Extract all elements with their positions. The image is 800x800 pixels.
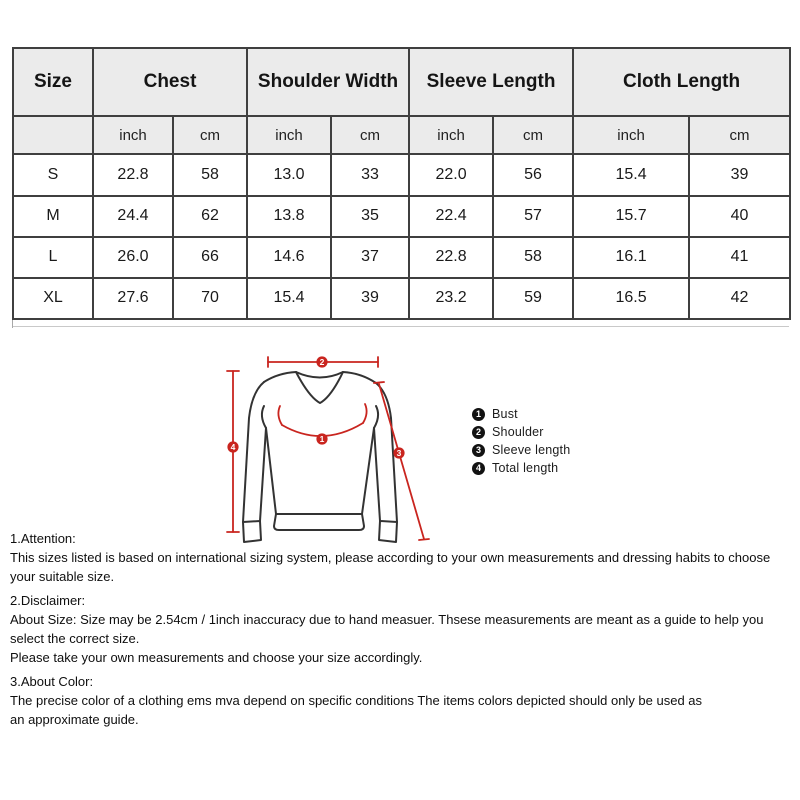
value-cell: 15.4: [247, 278, 331, 319]
size-cell: L: [13, 237, 93, 278]
size-cell: M: [13, 196, 93, 237]
value-cell: 41: [689, 237, 790, 278]
value-cell: 26.0: [93, 237, 173, 278]
unit-cell: inch: [573, 116, 689, 154]
legend-item-bust: [472, 408, 570, 421]
table-row-s: [13, 154, 790, 195]
table-row-l: [13, 237, 790, 278]
legend-item-total-length: [472, 462, 570, 475]
value-cell: 39: [331, 278, 409, 319]
value-cell: 42: [689, 278, 790, 319]
value-cell: 35: [331, 196, 409, 237]
value-cell: 22.0: [409, 154, 493, 195]
unit-cell: cm: [331, 116, 409, 154]
value-cell: 70: [173, 278, 247, 319]
value-cell: 16.5: [573, 278, 689, 319]
legend-bullet-2: 2: [472, 426, 485, 439]
legend-label-shoulder: Shoulder: [492, 425, 544, 440]
value-cell: 33: [331, 154, 409, 195]
value-cell: 57: [493, 196, 573, 237]
cropped-row-line: [12, 326, 789, 327]
unit-cell: inch: [93, 116, 173, 154]
about-color-text-line2: an approximate guide.: [10, 712, 139, 727]
unit-cell: cm: [173, 116, 247, 154]
unit-cell-empty: [13, 116, 93, 154]
value-cell: 39: [689, 154, 790, 195]
value-cell: 24.4: [93, 196, 173, 237]
col-header-cloth-length: Cloth Length: [573, 48, 790, 116]
value-cell: 56: [493, 154, 573, 195]
value-cell: 59: [493, 278, 573, 319]
size-cell: XL: [13, 278, 93, 319]
value-cell: 22.8: [409, 237, 493, 278]
about-color-heading: 3.About Color:: [10, 674, 94, 689]
measurement-markers: [227, 356, 404, 458]
value-cell: 22.4: [409, 196, 493, 237]
legend-label-bust: Bust: [492, 407, 518, 422]
legend-label-sleeve-length: Sleeve length: [492, 443, 571, 458]
sleeve-measure-line: [379, 384, 424, 539]
table-header-row: [13, 48, 790, 116]
disclaimer-heading: 2.Disclaimer:: [10, 593, 86, 608]
value-cell: 15.4: [573, 154, 689, 195]
value-cell: 37: [331, 237, 409, 278]
table-units-row: [13, 116, 790, 154]
table-row-m: [13, 196, 790, 237]
disclaimer-text-line2: Please take your own measurements and choose your size accordingly.: [10, 650, 423, 665]
value-cell: 14.6: [247, 237, 331, 278]
disclaimer-text-line1: About Size: Size may be 2.54cm / 1inch inaccuracy due to hand measuer. Thsese measurements are meant as a guide to help you select the correct size.: [10, 612, 764, 646]
legend-bullet-4: 4: [472, 462, 485, 475]
notes-section: [10, 529, 794, 729]
shoulder-marker-number: 2: [319, 357, 325, 367]
unit-cell: inch: [409, 116, 493, 154]
value-cell: 40: [689, 196, 790, 237]
legend-bullet-1: 1: [472, 408, 485, 421]
attention-text: This sizes listed is based on international sizing system, please according to your own measurements and dressing habits to choose your suitable size.: [10, 550, 771, 584]
unit-cell: cm: [493, 116, 573, 154]
legend-label-total-length: Total length: [492, 461, 559, 476]
size-cell: S: [13, 154, 93, 195]
value-cell: 27.6: [93, 278, 173, 319]
unit-cell: inch: [247, 116, 331, 154]
attention-heading: 1.Attention:: [10, 531, 76, 546]
legend-bullet-3: 3: [472, 444, 485, 457]
col-header-sleeve-length: Sleeve Length: [409, 48, 573, 116]
value-cell: 16.1: [573, 237, 689, 278]
value-cell: 13.0: [247, 154, 331, 195]
value-cell: 58: [493, 237, 573, 278]
legend-item-sleeve-length: [472, 444, 570, 457]
sleeve-marker-number: 3: [396, 448, 402, 458]
value-cell: 15.7: [573, 196, 689, 237]
size-table: [12, 47, 791, 320]
legend-item-shoulder: [472, 426, 570, 439]
sweater-outline: [243, 372, 397, 542]
unit-cell: cm: [689, 116, 790, 154]
col-header-chest: Chest: [93, 48, 247, 116]
col-header-size: Size: [13, 48, 93, 116]
bust-marker-number: 1: [319, 434, 325, 444]
value-cell: 23.2: [409, 278, 493, 319]
total-length-marker-number: 4: [230, 442, 236, 452]
value-cell: 22.8: [93, 154, 173, 195]
cropped-row-border-stub: [12, 320, 13, 328]
table-row-xl: [13, 278, 790, 319]
value-cell: 62: [173, 196, 247, 237]
value-cell: 58: [173, 154, 247, 195]
value-cell: 13.8: [247, 196, 331, 237]
col-header-shoulder-width: Shoulder Width: [247, 48, 409, 116]
about-color-text-line1: The precise color of a clothing ems mva depend on specific conditions The items colors depicted should only be used as: [10, 693, 703, 708]
value-cell: 66: [173, 237, 247, 278]
measurement-legend: [472, 408, 570, 475]
